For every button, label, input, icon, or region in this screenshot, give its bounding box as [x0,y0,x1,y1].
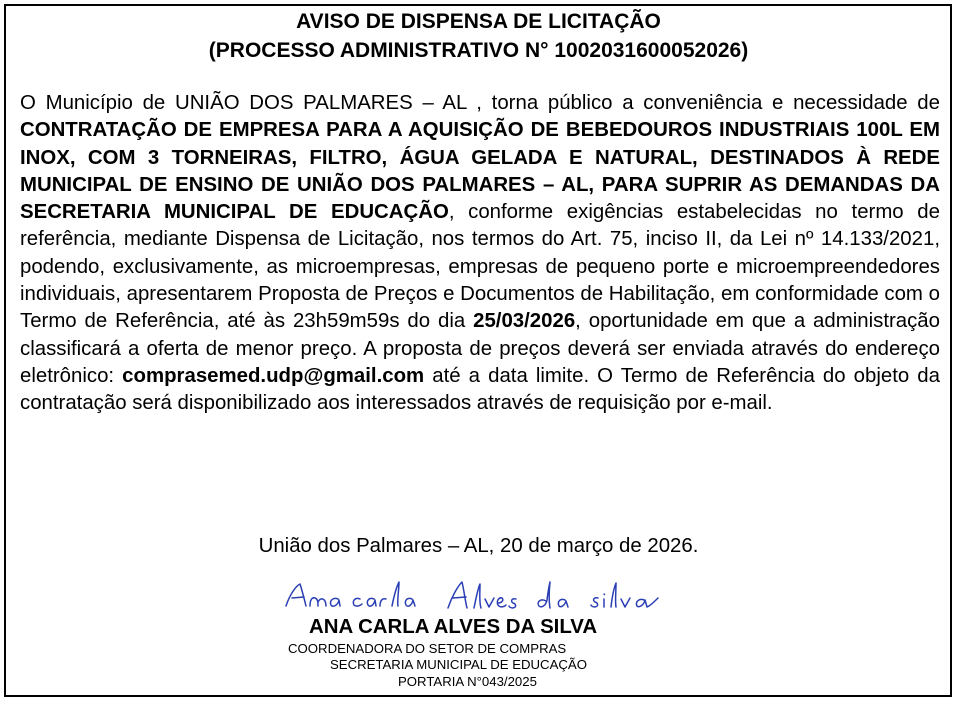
place-date: União dos Palmares – AL, 20 de março de 2026. [258,535,699,557]
signer-role: COORDENADORA DO SETOR DE COMPRAS [288,641,567,656]
process-number: (PROCESSO ADMINISTRATIVO N° 1002031600052026) [208,39,749,62]
notice-title: AVISO DE DISPENSA DE LICITAÇÃO [296,10,661,33]
contract-object: CONTRATAÇÃO DE EMPRESA PARA A AQUISIÇÃO DE BEBEDOUROS INDUSTRIAIS 100L EM INOX, COM 3 TORNEIRAS, FILTRO, ÁGUA GELADA E NATURAL, DESTINADOS À REDE MUNICIPAL DE ENSINO DE UNIÃO DOS PALMARES – AL, PARA SUPRIR AS DEMANDAS DA SECRETARIA MUNICIPAL DE EDUCAÇÃO [20,119,940,224]
body-terms: , conforme exigências estabelecidas no termo de referência, mediante Dispensa de Licitação, nos termos do Art. 75, inciso II, da Lei nº 14.133/2021, podendo, exclusivamente, as microempresas, empresas de pequeno porte e microempreendedores individuais, apresentarem Proposta de Preços e Documentos de Habilitação, em conformidade com o Termo de Referência, até às 23h59m59s do dia [20,201,940,333]
signer-ordinance: PORTARIA N°043/2025 [398,674,537,689]
body-submission: , oportunidade em que a administração classificará a oferta de menor preço. A proposta de preços deverá ser enviada através do endereço eletrônico: [20,310,940,387]
deadline-date: 25/03/2026 [473,310,576,333]
notice-body [20,90,940,418]
body-intro: O Município de UNIÃO DOS PALMARES – AL , torna público a conveniência e necessidade de [20,92,940,114]
contact-email: comprasemed.udp@gmail.com [122,364,425,387]
body-closing: até a data limite. O Termo de Referência do objeto da contratação será disponibilizado aos interessados através de requisição por e-mail. [20,364,940,415]
signer-department: SECRETARIA MUNICIPAL DE EDUCAÇÃO [330,657,587,672]
signer-name: ANA CARLA ALVES DA SILVA [309,616,598,638]
